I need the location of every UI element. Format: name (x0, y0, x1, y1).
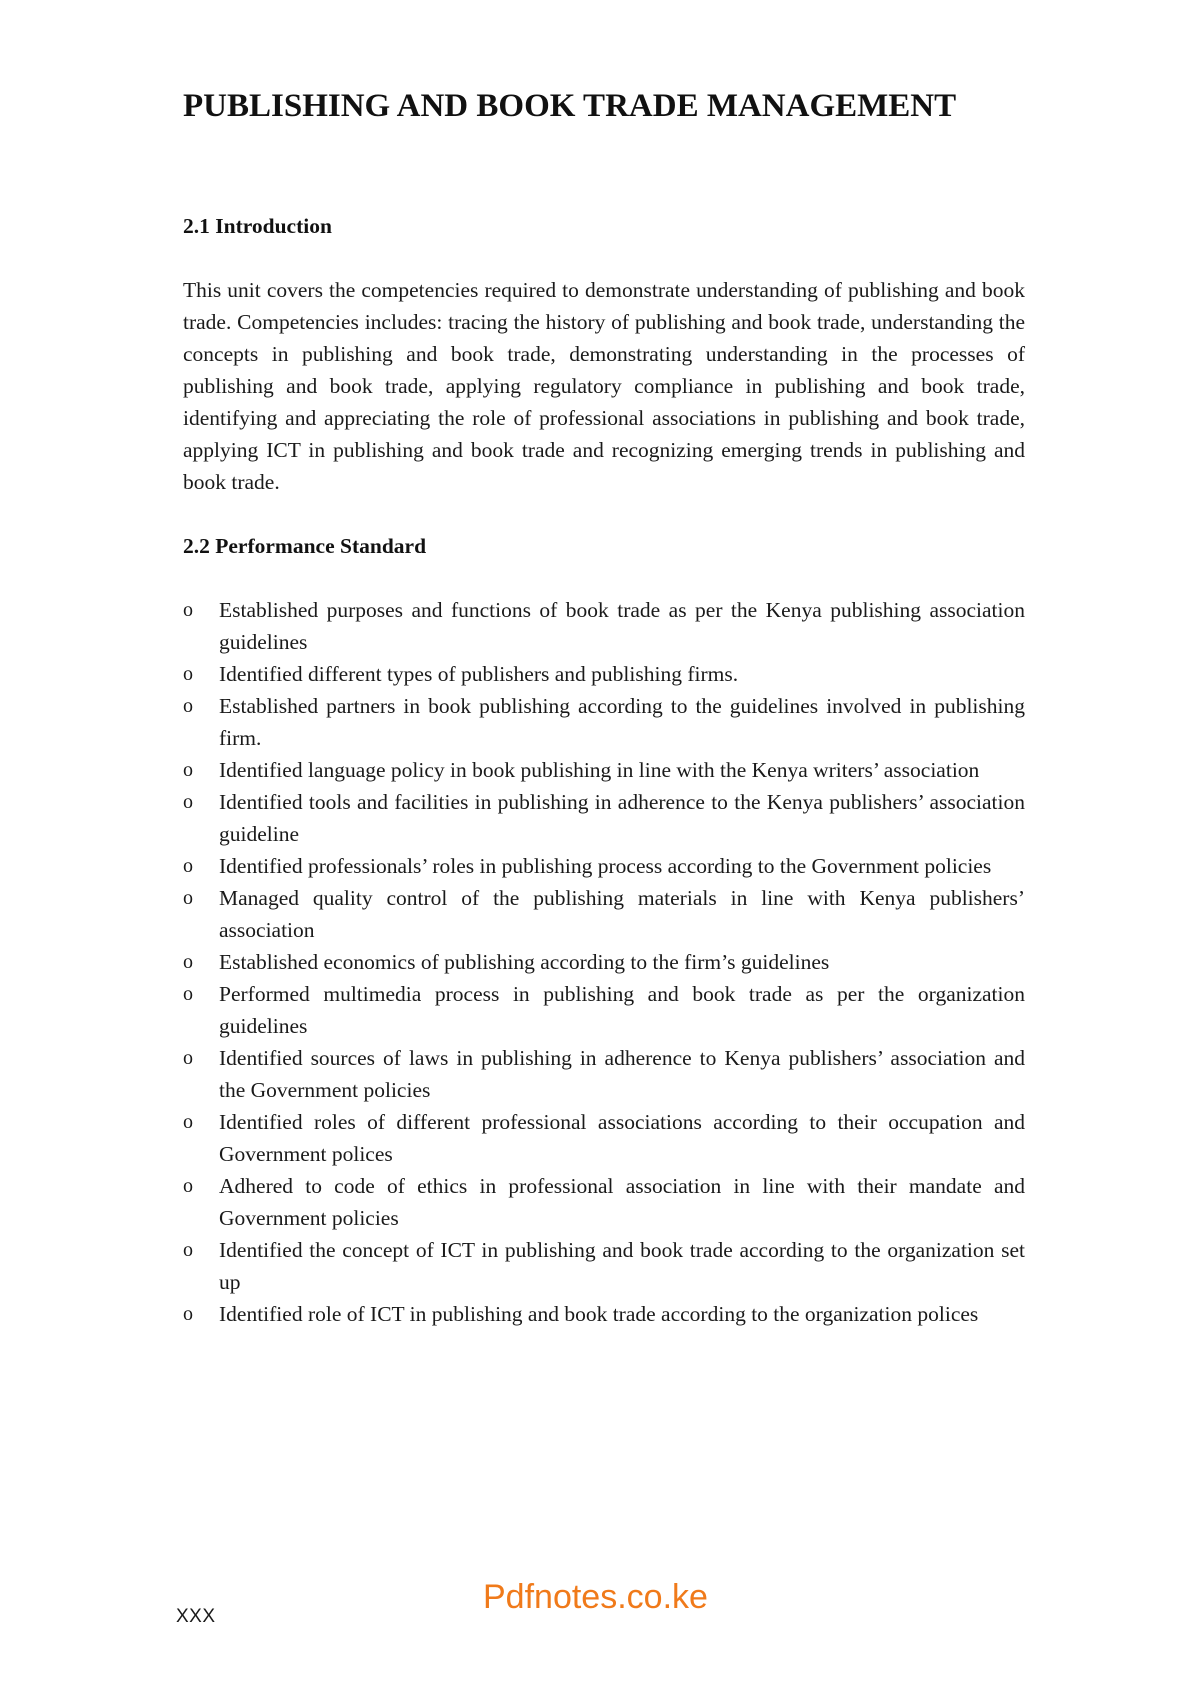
performance-standards-list (183, 594, 1025, 1330)
list-item (183, 882, 1025, 946)
list-item-text: Identified the concept of ICT in publishing and book trade according to the organization set up (219, 1238, 1025, 1294)
bullet-icon: o (183, 951, 193, 973)
list-item-text: Identified roles of different professional associations according to their occupation and Government polices (219, 1110, 1025, 1166)
list-item (183, 594, 1025, 658)
list-item (183, 1042, 1025, 1106)
document-title: PUBLISHING AND BOOK TRADE MANAGEMENT (183, 88, 957, 124)
bullet-icon: o (183, 1047, 193, 1069)
list-item (183, 1170, 1025, 1234)
list-item-text: Identified role of ICT in publishing and book trade according to the organization polices (219, 1302, 979, 1326)
section-heading-performance-standard: 2.2 Performance Standard (183, 534, 427, 558)
list-item (183, 850, 1025, 882)
bullet-icon: o (183, 663, 193, 685)
bullet-icon: o (183, 983, 193, 1005)
document-body (183, 210, 1025, 1330)
list-item (183, 946, 1025, 978)
bullet-icon: o (183, 695, 193, 717)
list-item-text: Identified tools and facilities in publishing in adherence to the Kenya publishers’ association guideline (219, 790, 1025, 846)
list-item (183, 1298, 1025, 1330)
list-item (183, 786, 1025, 850)
bullet-icon: o (183, 759, 193, 781)
watermark-text: Pdfnotes.co.ke (483, 1578, 708, 1616)
list-item-text: Identified different types of publishers and publishing firms. (219, 662, 739, 686)
bullet-icon: o (183, 855, 193, 877)
bullet-icon: o (183, 1239, 193, 1261)
list-item (183, 658, 1025, 690)
list-item (183, 754, 1025, 786)
bullet-icon: o (183, 599, 193, 621)
list-item-text: Established purposes and functions of book trade as per the Kenya publishing association guidelines (219, 598, 1025, 654)
bullet-icon: o (183, 887, 193, 909)
list-item-text: Performed multimedia process in publishing and book trade as per the organization guidelines (219, 982, 1025, 1038)
list-item-text: Adhered to code of ethics in professional association in line with their mandate and Government policies (219, 1174, 1025, 1230)
list-item (183, 978, 1025, 1042)
bullet-icon: o (183, 1303, 193, 1325)
bullet-icon: o (183, 1175, 193, 1197)
list-item-text: Identified professionals’ roles in publishing process according to the Government policies (219, 854, 992, 878)
list-item (183, 1106, 1025, 1170)
list-item-text: Managed quality control of the publishing materials in line with Kenya publishers’ association (219, 886, 1025, 942)
list-item-text: Identified sources of laws in publishing in adherence to Kenya publishers’ association and the Government policies (219, 1046, 1025, 1102)
section-heading-introduction: 2.1 Introduction (183, 214, 332, 238)
list-item-text: Established economics of publishing according to the firm’s guidelines (219, 950, 830, 974)
list-item (183, 690, 1025, 754)
list-item-text: Established partners in book publishing according to the guidelines involved in publishing firm. (219, 694, 1025, 750)
bullet-icon: o (183, 1111, 193, 1133)
bullet-icon: o (183, 791, 193, 813)
list-item-text: Identified language policy in book publishing in line with the Kenya writers’ association (219, 758, 980, 782)
page-footer-code: XXX (176, 1606, 216, 1627)
introduction-paragraph: This unit covers the competencies required to demonstrate understanding of publishing and book trade. Competencies includes: tracing the history of publishing and book trade, understanding the concepts in publishing and book trade, demonstrating understanding in the processes of publishing and book trade, applying regulatory compliance in publishing and book trade, identifying and appreciating the role of professional associations in publishing and book trade, applying ICT in publishing and book trade and recognizing emerging trends in publishing and book trade. (183, 278, 1025, 494)
list-item (183, 1234, 1025, 1298)
